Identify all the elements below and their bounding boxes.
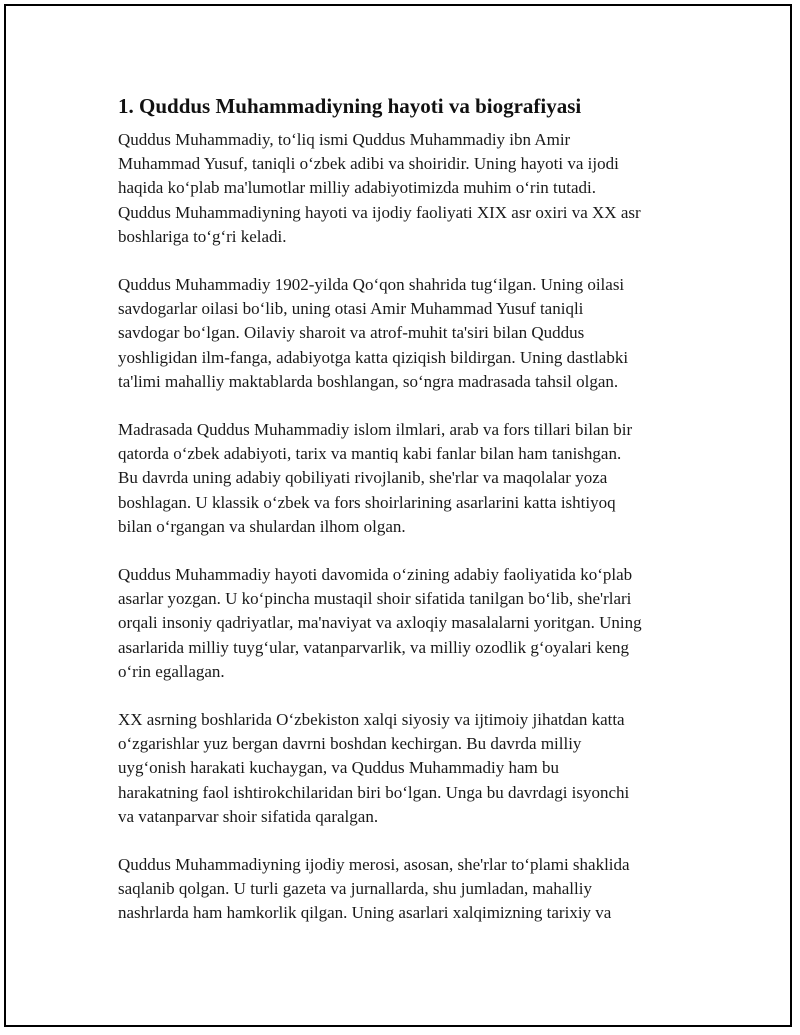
paragraph — [118, 418, 718, 539]
paragraph-line: asarlar yozgan. U ko‘pincha mustaqil shoir sifatida tanilgan bo‘lib, she'rlari — [118, 589, 632, 609]
paragraph-line: Bu davrda uning adabiy qobiliyati rivojlanib, she'rlar va maqolalar yoza — [118, 468, 608, 488]
paragraph-line: orqali insoniy qadriyatlar, ma'naviyat va axloqiy masalalarni yoritgan. Uning — [118, 613, 642, 633]
paragraph — [118, 853, 718, 926]
paragraph-line: Muhammad Yusuf, taniqli o‘zbek adibi va shoiridir. Uning hayoti va ijodi — [118, 154, 619, 174]
paragraph-line: nashrlarda ham hamkorlik qilgan. Uning asarlari xalqimizning tarixiy va — [118, 903, 612, 923]
paragraph — [118, 273, 718, 394]
paragraph-line: Quddus Muhammadiyning ijodiy merosi, asosan, she'rlar to‘plami shaklida — [118, 855, 630, 875]
paragraph-line: o‘rin egallagan. — [118, 661, 225, 681]
paragraph-line: XX asrning boshlarida O‘zbekiston xalqi siyosiy va ijtimoiy jihatdan katta — [118, 710, 625, 730]
paragraph-line: Madrasada Quddus Muhammadiy islom ilmlari, arab va fors tillari bilan bir — [118, 420, 633, 440]
paragraph-line: ta'limi mahalliy maktablarda boshlangan, so‘ngra madrasada tahsil olgan. — [118, 371, 619, 391]
paragraphs-container — [118, 128, 718, 926]
paragraph — [118, 708, 718, 829]
paragraph-line: Quddus Muhammadiy, to‘liq ismi Quddus Muhammadiy ibn Amir — [118, 130, 571, 149]
paragraph-line: Quddus Muhammadiyning hayoti va ijodiy faoliyati XIX asr oxiri va XX asr — [118, 202, 641, 222]
paragraph — [118, 563, 718, 684]
document-body — [118, 92, 718, 950]
paragraph-line: savdogarlar oilasi bo‘lib, uning otasi Amir Muhammad Yusuf taniqli — [118, 299, 584, 319]
paragraph-line: o‘zgarishlar yuz bergan davrni boshdan kechirgan. Bu davrda milliy — [118, 734, 582, 754]
paragraph-line: boshlagan. U klassik o‘zbek va fors shoirlarining asarlarini katta ishtiyoq — [118, 492, 616, 512]
paragraph-line: bilan o‘rgangan va shulardan ilhom olgan. — [118, 516, 406, 536]
paragraph-line: uyg‘onish harakati kuchaygan, va Quddus Muhammadiy ham bu — [118, 758, 559, 778]
paragraph — [118, 128, 718, 249]
paragraph-line: va vatanparvar shoir sifatida qaralgan. — [118, 806, 379, 826]
paragraph-line: Quddus Muhammadiy 1902-yilda Qo‘qon shahrida tug‘ilgan. Uning oilasi — [118, 275, 625, 295]
paragraph-line: asarlarida milliy tuyg‘ular, vatanparvarlik, va milliy ozodlik g‘oyalari keng — [118, 637, 630, 657]
paragraph-line: harakatning faol ishtirokchilaridan biri bo‘lgan. Unga bu davrdagi isyonchi — [118, 782, 630, 802]
paragraph-line: savdogar bo‘lgan. Oilaviy sharoit va atrof-muhit ta'siri bilan Quddus — [118, 323, 585, 343]
paragraph-line: saqlanib qolgan. U turli gazeta va jurnallarda, shu jumladan, mahalliy — [118, 879, 592, 899]
section-heading: 1. Quddus Muhammadiyning hayoti va biografiyasi — [118, 94, 582, 118]
paragraph-line: boshlariga to‘g‘ri keladi. — [118, 226, 287, 246]
paragraph-line: haqida ko‘plab ma'lumotlar milliy adabiyotimizda muhim o‘rin tutadi. — [118, 178, 597, 198]
paragraph-line: qatorda o‘zbek adabiyoti, tarix va mantiq kabi fanlar bilan ham tanishgan. — [118, 444, 622, 464]
paragraph-line: yoshligidan ilm-fanga, adabiyotga katta qiziqish bildirgan. Uning dastlabki — [118, 347, 629, 367]
paragraph-line: Quddus Muhammadiy hayoti davomida o‘zining adabiy faoliyatida ko‘plab — [118, 565, 633, 585]
